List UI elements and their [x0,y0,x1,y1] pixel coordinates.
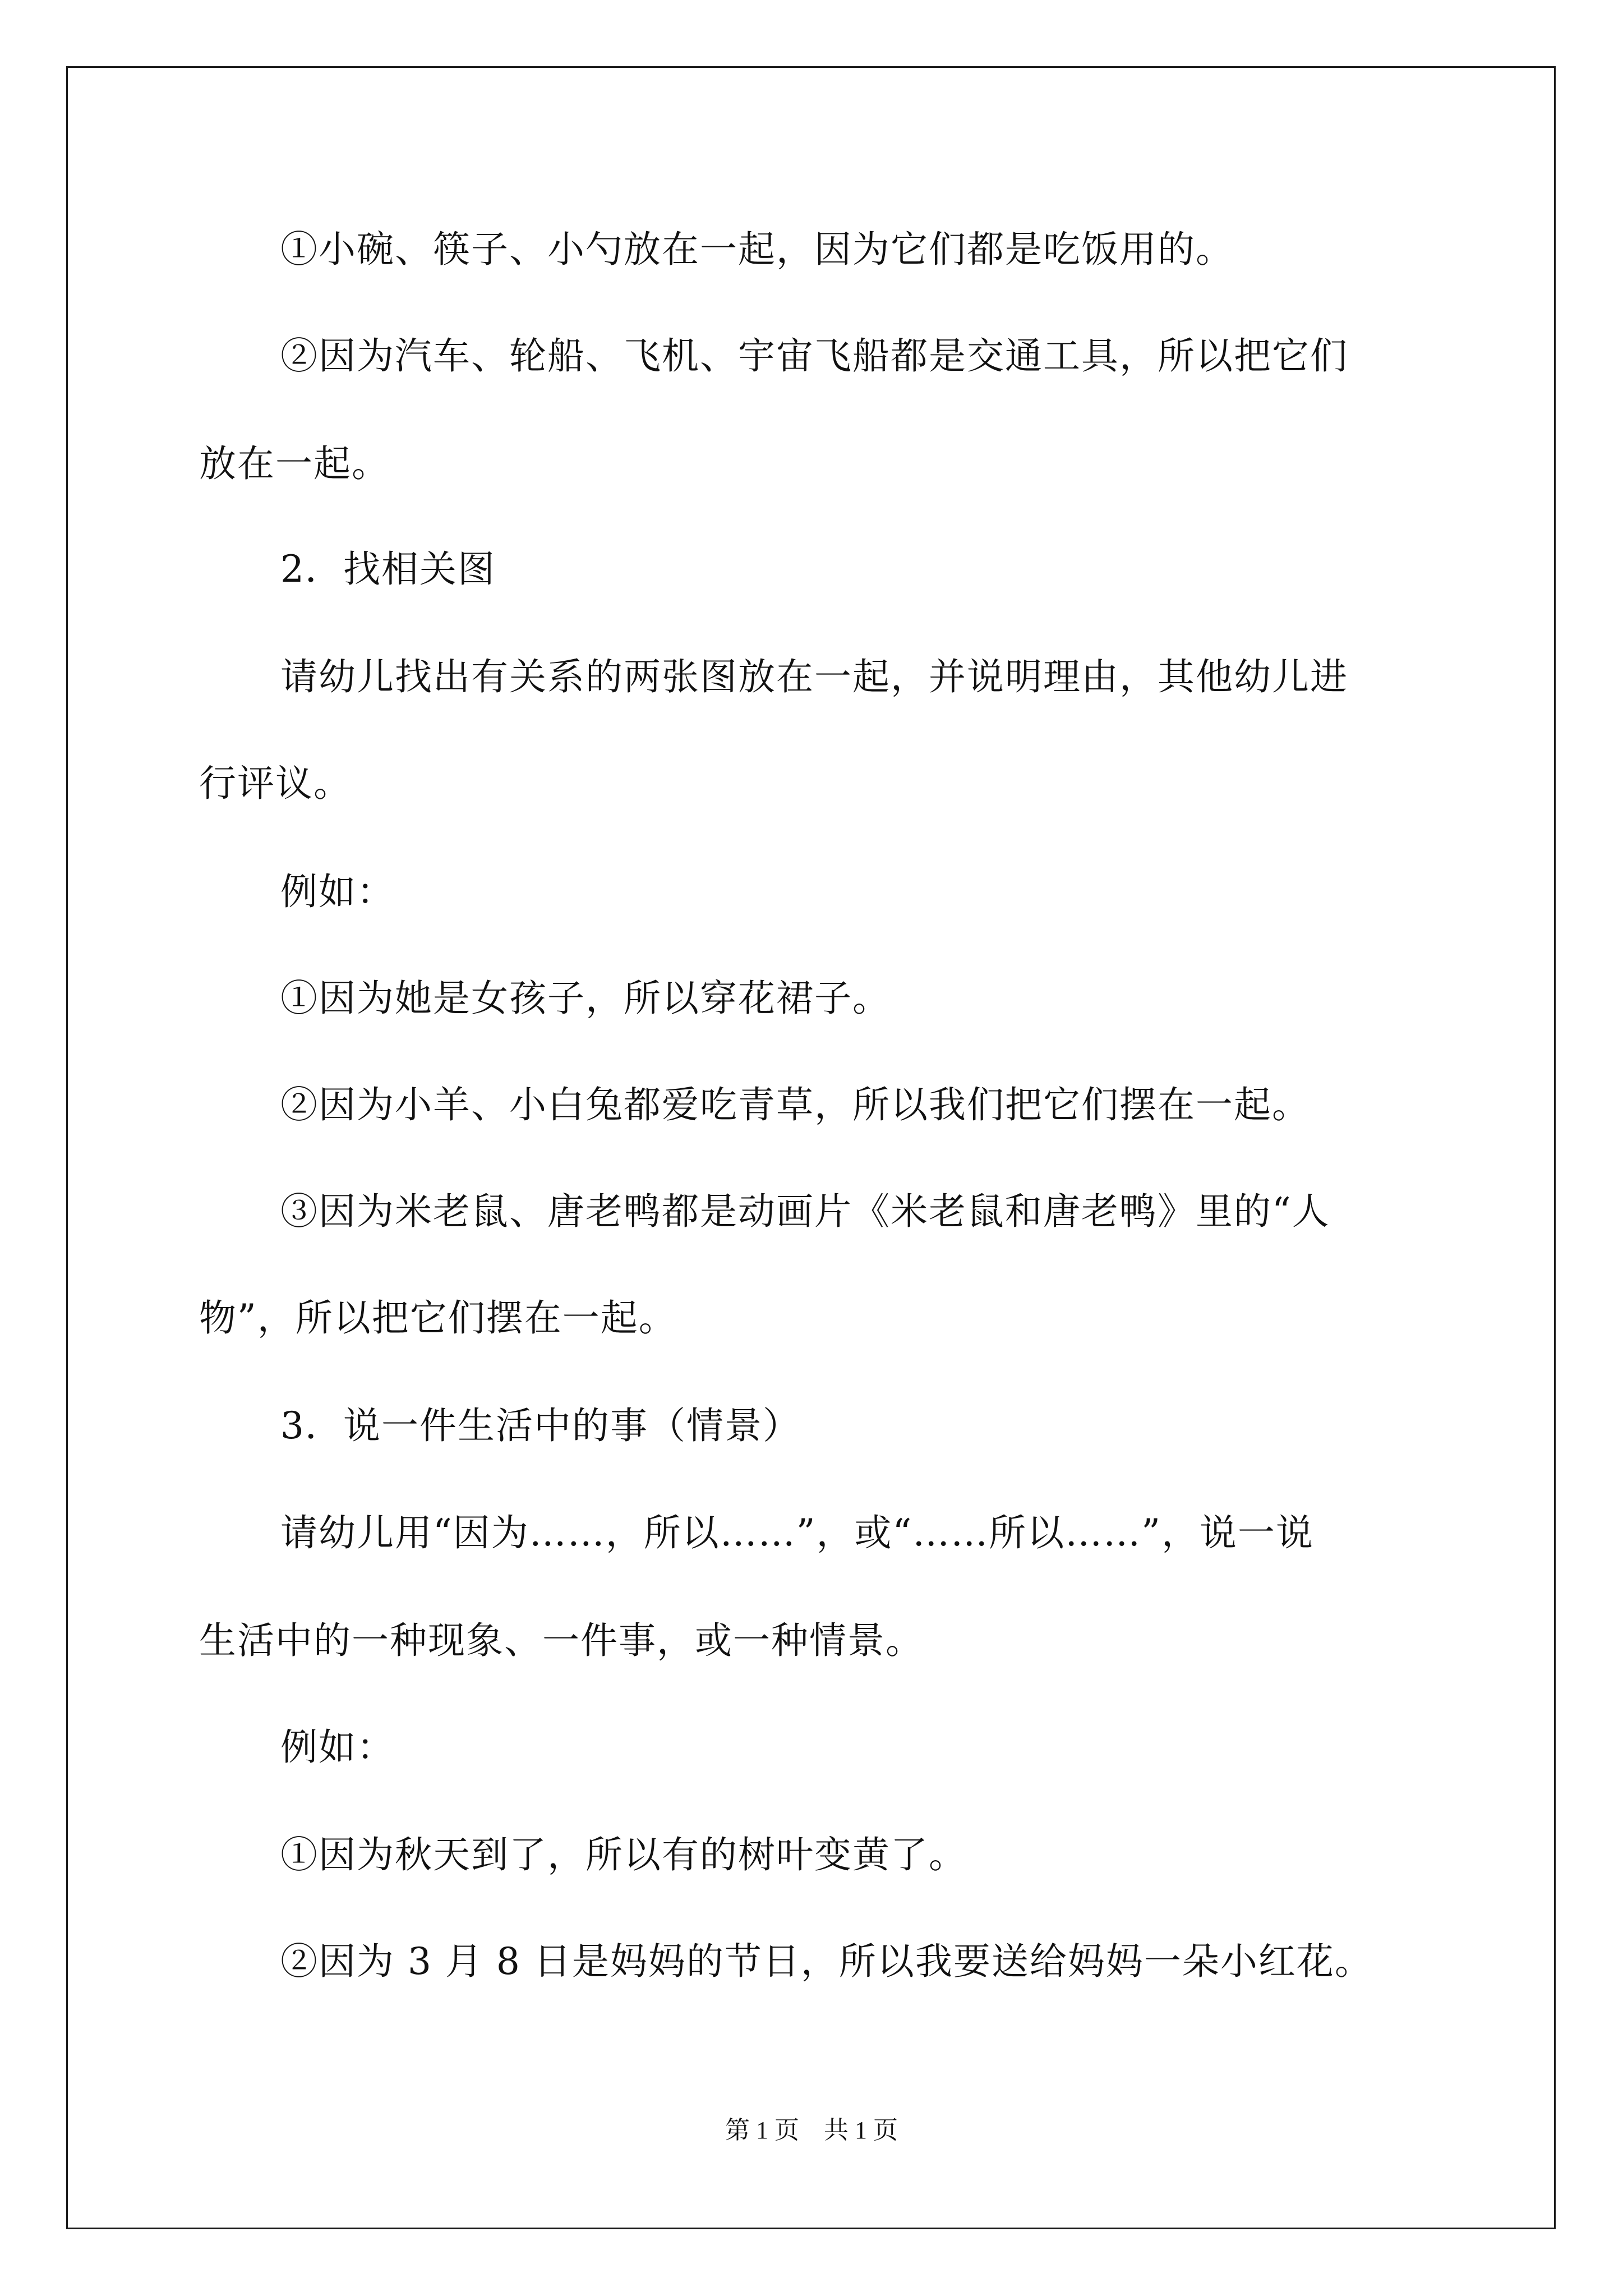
paragraph-line: 生活中的一种现象、一件事，或一种情景。 [199,1619,924,1662]
paragraph-line: 请幼儿找出有关系的两张图放在一起，并说明理由，其他幼儿进 [280,655,1348,698]
paragraph-line: ①小碗、筷子、小勺放在一起，因为它们都是吃饭用的。 [280,228,1234,271]
page-footer: 第 1 页 共 1 页 [725,2116,898,2144]
paragraph-line: ①因为秋天到了，所以有的树叶变黄了。 [280,1833,967,1876]
paragraph-line: 例如： [280,1726,395,1769]
paragraph-line: ②因为小羊、小白兔都爱吃青草，所以我们把它们摆在一起。 [280,1083,1310,1126]
paragraph-line: 请幼儿用“因为……，所以……”，或“……所以……”，说一说 [280,1511,1314,1554]
paragraph-line: 行评议。 [199,762,352,805]
paragraph-line: ③因为米老鼠、唐老鸭都是动画片《米老鼠和唐老鸭》里的“人 [280,1190,1330,1233]
paragraph-line: ②因为汽车、轮船、飞机、宇宙飞船都是交通工具，所以把它们 [280,334,1348,378]
section-heading: 3．说一件生活中的事（情景） [280,1404,801,1447]
paragraph-line: ②因为 3 月 8 日是妈妈的节日，所以我要送给妈妈一朵小红花。 [280,1940,1373,1983]
paragraph-line: ①因为她是女孩子，所以穿花裙子。 [280,977,891,1020]
paragraph-line: 放在一起。 [199,442,390,485]
paragraph-line: 物”，所以把它们摆在一起。 [199,1296,677,1340]
paragraph-line: 例如： [280,870,395,913]
section-heading: 2．找相关图 [280,547,496,591]
